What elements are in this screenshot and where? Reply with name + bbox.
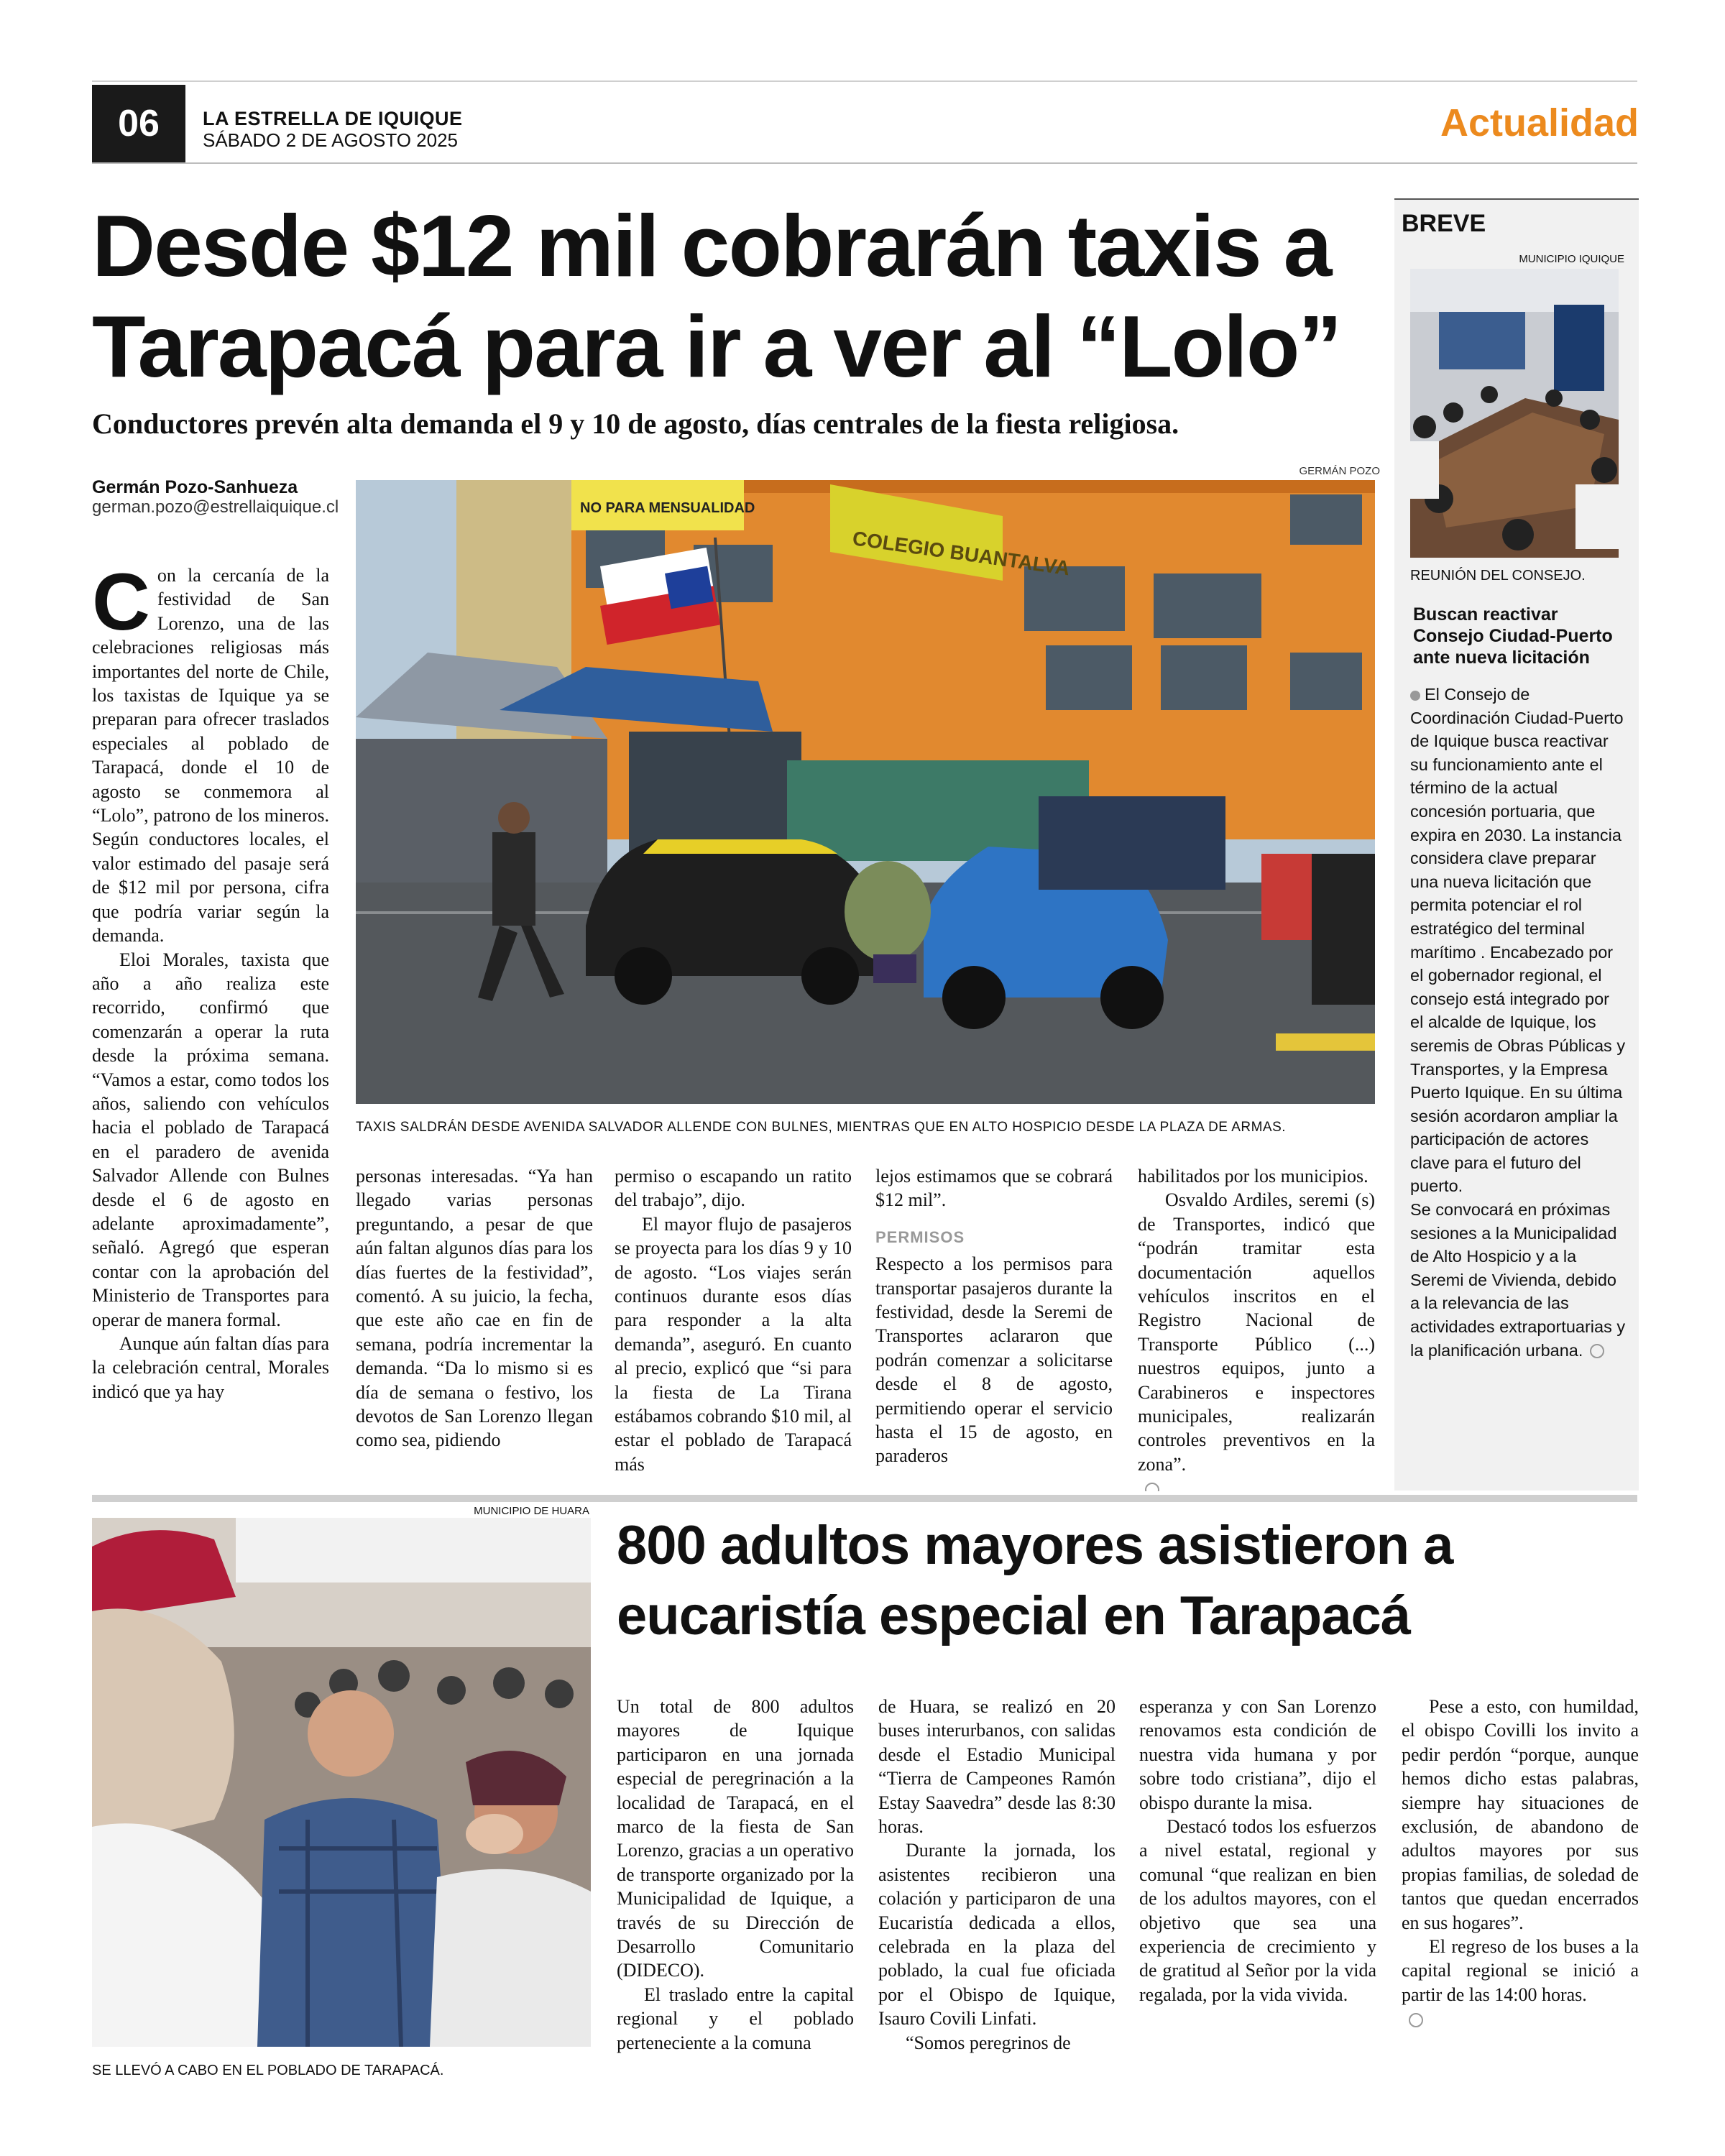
- drop-cap: C: [92, 563, 150, 647]
- second-photo-caption: SE LLEVÓ A CABO EN EL POBLADO DE TARAPACÁ.: [92, 2063, 444, 2078]
- paragraph: Se convocará en próximas sesiones a la Municipalidad de Alto Hospicio y a la Seremi de Vivienda, debido a la relevancia de las actividades extraportuarias y la planificación urbana.: [1410, 1200, 1626, 1360]
- sidebar-photo-credit: MUNICIPIO IQUIQUE: [1519, 253, 1624, 265]
- end-mark-icon: [1409, 2013, 1423, 2027]
- main-article-column-4: [875, 1164, 1113, 1491]
- school-sign-text: COLEGIO BUANTALVA: [851, 527, 1072, 580]
- second-article-column-3: [1139, 1695, 1376, 2093]
- second-article-column-4: [1402, 1695, 1639, 2093]
- second-article-column-2: [878, 1695, 1116, 2093]
- sidebar-top-rule: [1394, 198, 1639, 200]
- article-divider: [92, 1495, 1637, 1502]
- paragraph: El mayor flujo de pasajeros se proyecta para los días 9 y 10 de agosto. “Los viajes serán continuos durante esos días para responder a la alta demanda”, aseguró. En cuanto al precio, explicó que “si para la fiesta de La Tirana estábamos cobrando $10 mil, al estar el poblado de Tarapacá más: [615, 1213, 852, 1475]
- main-headline: Desde $12 mil cobrarán taxis a Tarapacá para ir a ver al “Lolo”: [92, 197, 1341, 395]
- paragraph: personas interesadas. “Ya han llegado varias personas preguntando, a pesar de que aún faltan algunos días para los días fuertes de la festividad”, comentó. A su juicio, la fecha, que este año cae en fin de semana, podría incrementar la demanda. “Da lo mismo si es día de semana o festivo, los devotos de San Lorenzo llegan como sea, pidiendo: [356, 1166, 593, 1451]
- paragraph: Destacó todos los esfuerzos a nivel estatal, regional y comunal “que realizan en bien de los adultos mayores, con el objetivo que sea una experiencia de crecimiento y de gratitud al Señor por la vida regalada, por la vida vivida.: [1139, 1816, 1376, 2005]
- issue-date: SÁBADO 2 DE AGOSTO 2025: [203, 129, 459, 151]
- author-email: german.pozo@estrellaiquique.cl: [92, 497, 339, 517]
- paragraph: El Consejo de Coordinación Ciudad-Puerto de Iquique busca reactivar su funcionamiento ante el término de la actual concesión portuaria, que expira en 2030. La instancia considera clave preparar una nueva licitación que permita potenciar el rol estratégico del terminal marítimo . Encabezado por el gobernador regional, el consejo está integrado por el alcalde de Iquique, los seremis de Obras Públicas y Transportes, y la Empresa Puerto Iquique. En su última sesión acordaron ampliar la participación de actores clave para el futuro del puerto.: [1410, 685, 1626, 1196]
- sidebar-title: Buscan reactivar Consejo Ciudad-Puerto ante nueva licitación: [1413, 604, 1613, 668]
- main-photo-caption: TAXIS SALDRÁN DESDE AVENIDA SALVADOR ALLENDE CON BULNES, MIENTRAS QUE EN ALTO HOSPICIO DESDE LA PLAZA DE ARMAS.: [356, 1120, 1287, 1135]
- paragraph: Osvaldo Ardiles, seremi (s) de Transportes, indicó que “podrán tramitar esta documentación aquellos vehículos inscritos en el Registro Nacional de Transporte Público (...) nuestros equipos, junto a Carabineros e inspectores municipales, realizarán controles preventivos en la zona”.: [1138, 1189, 1375, 1475]
- main-article-column-2: [356, 1164, 593, 1491]
- breve-label: BREVE: [1402, 210, 1486, 237]
- paragraph: El regreso de los buses a la capital regional se inició a partir de las 14:00 horas.: [1402, 1936, 1639, 2005]
- paragraph: lejos estimamos que se cobrará $12 mil”.: [875, 1166, 1113, 1211]
- paragraph: esperanza y con San Lorenzo renovamos esta condición de nuestra vida humana y por sobre todo cristiana”, dijo el obispo durante la misa.: [1139, 1696, 1376, 1813]
- end-mark-icon: [1145, 1483, 1159, 1491]
- paragraph: Respecto a los permisos para transportar pasajeros durante la festividad, desde la Seremi de Transportes aclararon que podrán comenzar a solicitarse desde el 8 de agosto, permitiendo operar el servicio hasta el 15 de agosto, en paraderos: [875, 1253, 1113, 1467]
- top-rule: [92, 80, 1637, 82]
- paragraph: de Huara, se realizó en 20 buses interurbanos, con salidas desde el Estadio Municipal “Tierra de Campeones Ramón Estay Saavedra” desde las 8:30 horas.: [878, 1696, 1116, 1838]
- second-article-photo: [92, 1518, 591, 2047]
- paragraph: habilitados por los municipios.: [1138, 1166, 1368, 1187]
- paragraph: Pese a esto, con humildad, el obispo Covilli los invito a pedir perdón “porque, aunque hemos dicho estas palabras, siempre hay situaciones de exclusión, de abandono de adultos mayores por sus propias familias, de soledad de tantos que quedan encerrados en sus hogares”.: [1402, 1696, 1639, 1933]
- paragraph: Un total de 800 adultos mayores de Iquique participaron en una jornada especial de peregrinación a la localidad de Tarapacá, en el marco de la fiesta de San Lorenzo, gracias a un operativo de transporte organizado por la Municipalidad de Iquique, a través de su Dirección de Desarrollo Comunitario (DIDECO).: [617, 1696, 854, 1981]
- main-article-column-3: [615, 1164, 852, 1491]
- newspaper-name: LA ESTRELLA DE IQUIQUE: [203, 108, 463, 129]
- main-article-column-1: [92, 563, 329, 1491]
- author-name: Germán Pozo-Sanhueza: [92, 477, 298, 497]
- end-mark-icon: [1590, 1344, 1604, 1358]
- header-rule: [92, 162, 1637, 164]
- main-photo-credit: GERMÁN POZO: [1299, 465, 1380, 477]
- banner-text: NO PARA MENSUALIDAD: [580, 500, 755, 516]
- second-headline: 800 adultos mayores asistieron a eucaristía especial en Tarapacá: [617, 1515, 1453, 1646]
- main-article-column-5: [1138, 1164, 1375, 1491]
- sidebar-photo-caption: REUNIÓN DEL CONSEJO.: [1410, 568, 1586, 584]
- paragraph: permiso o escapando un ratito del trabajo”, dijo.: [615, 1166, 852, 1211]
- section-subtitle: PERMISOS: [875, 1227, 965, 1246]
- second-photo-credit: MUNICIPIO DE HUARA: [474, 1505, 589, 1517]
- paragraph: El traslado entre la capital regional y el poblado perteneciente a la comuna: [617, 1984, 854, 2053]
- paragraph: “Somos peregrinos de: [906, 2032, 1071, 2053]
- bullet-icon: [1410, 691, 1420, 701]
- section-label: Actualidad: [1440, 101, 1639, 144]
- paragraph: Eloi Morales, taxista que año a año realiza este recorrido, confirmó que comenzarán a operar la ruta desde la próxima semana. “Vamos a estar, como todos los años, saliendo con vehículos hacia el poblado de Tarapacá en el paradero de avenida Salvador Allende con Bulnes desde el 6 de agosto en adelante aproximadamente”, señaló. Agregó que esperan contar con la aprobación del Ministerio de Transportes para operar de manera formal.: [92, 949, 329, 1330]
- paragraph: Aunque aún faltan días para la celebración central, Morales indicó que ya hay: [92, 1333, 329, 1402]
- paragraph: on la cercanía de la festividad de San Lorenzo, una de las celebraciones religiosas más importantes del norte de Chile, los taxistas de Iquique ya se preparan para ofrecer traslados especiales al poblado de Tarapacá, donde el 10 de agosto se conmemora al “Lolo”, patrono de los mineros. Según conductores locales, el valor estimado del pasaje será de $12 mil por persona, cifra que podría variar según la demanda.: [92, 565, 329, 946]
- main-photo: [356, 480, 1375, 1104]
- paragraph: Durante la jornada, los asistentes recibieron una colación y participaron de una Eucaristía dedicada a ellos, celebrada en la plaza del poblado, la cual fue oficiada por el Obispo de Iquique, Isauro Covili Linfati.: [878, 1840, 1116, 2030]
- second-article-column-1: [617, 1695, 854, 2093]
- page-number: 06: [92, 85, 185, 162]
- sidebar-body: [1410, 683, 1626, 1362]
- main-subhead: Conductores prevén alta demanda el 9 y 10 de agosto, días centrales de la fiesta religiosa.: [92, 407, 1179, 440]
- sidebar-photo: [1410, 269, 1619, 558]
